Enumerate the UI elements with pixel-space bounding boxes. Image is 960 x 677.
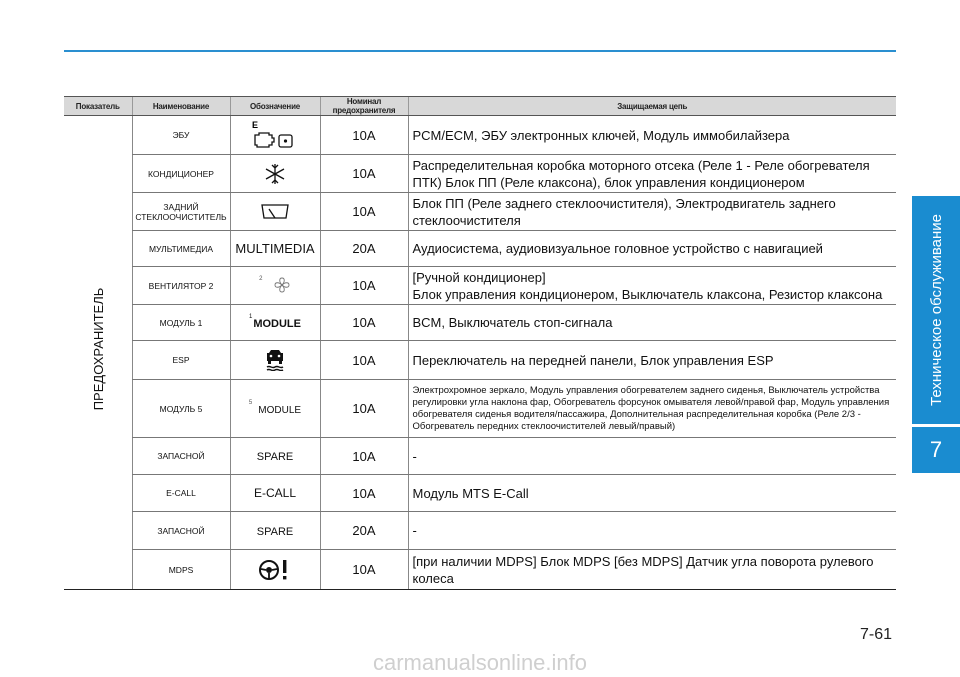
protected-circuit: [Ручной кондиционер] Блок управления кондиционером, Выключатель клаксона, Резистор клаксона xyxy=(408,267,896,305)
fan-icon xyxy=(273,276,291,294)
column-header: Наименование xyxy=(132,97,230,116)
top-rule xyxy=(64,50,896,52)
protected-circuit: PCM/ECM, ЭБУ электронных ключей, Модуль иммобилайзера xyxy=(408,116,896,155)
fuse-rating: 10A xyxy=(320,475,408,512)
protected-circuit: Блок ПП (Реле заднего стеклоочистителя), Электродвигатель заднего стеклоочистителя xyxy=(408,193,896,231)
table-row xyxy=(64,341,896,380)
esp-skid-icon xyxy=(264,349,286,371)
fuse-rating: 10A xyxy=(320,305,408,341)
table-row xyxy=(64,116,896,155)
rear-wiper-icon xyxy=(260,202,290,222)
fuse-rating: 10A xyxy=(320,380,408,438)
fuse-rating: 10A xyxy=(320,116,408,155)
fuse-name: ЭБУ xyxy=(132,116,230,155)
fuse-rating: 10A xyxy=(320,438,408,475)
fuse-name: ВЕНТИЛЯТОР 2 xyxy=(132,267,230,305)
table-header-row xyxy=(64,97,896,116)
protected-circuit: Модуль MTS E-Call xyxy=(408,475,896,512)
fuse-rating: 10A xyxy=(320,193,408,231)
fuse-symbol-text: MODULE xyxy=(258,404,302,416)
protected-circuit: Электрохромное зеркало, Модуль управления обогревателем заднего сиденья, Выключатель устройства регулировки угла наклона фар, Обогреватель форсунок омывателя левой/правой фар, Модуль управления обогревателя сиденья водителя/пассажира, Дополнительная распределительная коробка (Реле 2/3 - Обогреватель передних стеклоочистителей левый/правый) xyxy=(408,380,896,438)
snowflake-icon xyxy=(264,163,286,185)
fuse-name: ЗАПАСНОЙ xyxy=(132,512,230,550)
protected-circuit: Распределительная коробка моторного отсека (Реле 1 - Реле обогревателя ПТК) Блок ПП (Реле клаксона), блок управления кондиционером xyxy=(408,155,896,193)
fuse-symbol-text: E-CALL xyxy=(253,486,297,500)
group-cell xyxy=(64,116,132,590)
fuse-rating: 10A xyxy=(320,550,408,590)
fuse-name: МОДУЛЬ 5 xyxy=(132,380,230,438)
fuse-rating: 10A xyxy=(320,155,408,193)
fuse-name: КОНДИЦИОНЕР xyxy=(132,155,230,193)
fuse-rating: 20A xyxy=(320,231,408,267)
chapter-title: Техническое обслуживание xyxy=(927,214,945,406)
fuse-name: МУЛЬТИМЕДИА xyxy=(132,231,230,267)
protected-circuit: Переключатель на передней панели, Блок управления ESP xyxy=(408,341,896,380)
protected-circuit: - xyxy=(408,512,896,550)
table-row xyxy=(64,305,896,341)
table-row xyxy=(64,550,896,590)
table-row xyxy=(64,155,896,193)
column-header: Номинал предохранителя xyxy=(320,97,408,116)
fuse-symbol xyxy=(230,305,320,341)
protected-circuit: Аудиосистема, аудиовизуальное головное устройство с навигацией xyxy=(408,231,896,267)
fuse-name: ESP xyxy=(132,341,230,380)
protected-circuit: - xyxy=(408,438,896,475)
fuse-rating: 10A xyxy=(320,267,408,305)
watermark: carmanualsonline.info xyxy=(372,650,588,675)
fuse-symbol xyxy=(230,193,320,231)
chapter-number: 7 xyxy=(912,427,960,473)
fuse-name: MDPS xyxy=(132,550,230,590)
protected-circuit: BCM, Выключатель стоп-сигнала xyxy=(408,305,896,341)
fuse-name: E-CALL xyxy=(132,475,230,512)
steering-warning-icon xyxy=(258,558,292,582)
fuse-symbol xyxy=(230,231,320,267)
fuse-rating: 10A xyxy=(320,341,408,380)
fuse-symbol xyxy=(230,475,320,512)
column-header: Защищаемая цепь xyxy=(408,97,896,116)
table-row xyxy=(64,193,896,231)
column-header: Обозначение xyxy=(230,97,320,116)
chapter-side-tab xyxy=(912,196,960,424)
table-row xyxy=(64,380,896,438)
fuse-symbol-text: SPARE xyxy=(256,451,294,463)
table-row xyxy=(64,438,896,475)
fuse-name: ЗАПАСНОЙ xyxy=(132,438,230,475)
fuse-symbol xyxy=(230,512,320,550)
table-row xyxy=(64,231,896,267)
fuse-symbol xyxy=(230,438,320,475)
table-row xyxy=(64,512,896,550)
ecu-key-icon xyxy=(251,119,299,151)
fuse-name: ЗАДНИЙ СТЕКЛООЧИСТИТЕЛЬ xyxy=(132,193,230,231)
fuse-symbol-index: 2 xyxy=(259,276,263,283)
fuse-symbol xyxy=(230,380,320,438)
page-number: 7-61 xyxy=(860,626,893,643)
table-row xyxy=(64,475,896,512)
table-row xyxy=(64,267,896,305)
fuse-symbol-text: SPARE xyxy=(256,525,294,538)
column-header: Показатель xyxy=(64,97,132,116)
fuse-symbol-text: MODULE xyxy=(253,317,301,330)
fuse-table xyxy=(64,96,896,590)
svg-text:E: E xyxy=(252,120,259,130)
protected-circuit: [при наличии MDPS] Блок MDPS [без MDPS] Датчик угла поворота рулевого колеса xyxy=(408,550,896,590)
fuse-name: МОДУЛЬ 1 xyxy=(132,305,230,341)
fuse-rating: 20A xyxy=(320,512,408,550)
fuse-symbol xyxy=(230,155,320,193)
fuse-symbol xyxy=(230,550,320,590)
fuse-symbol xyxy=(230,267,320,305)
fuse-symbol xyxy=(230,341,320,380)
group-label: ПРЕДОХРАНИТЕЛЬ xyxy=(90,287,106,411)
fuse-symbol xyxy=(230,116,320,155)
fuse-symbol-index: 5 xyxy=(248,399,253,406)
fuse-symbol-text: MULTIMEDIA xyxy=(235,240,315,256)
fuse-symbol-index: 1 xyxy=(248,313,253,320)
